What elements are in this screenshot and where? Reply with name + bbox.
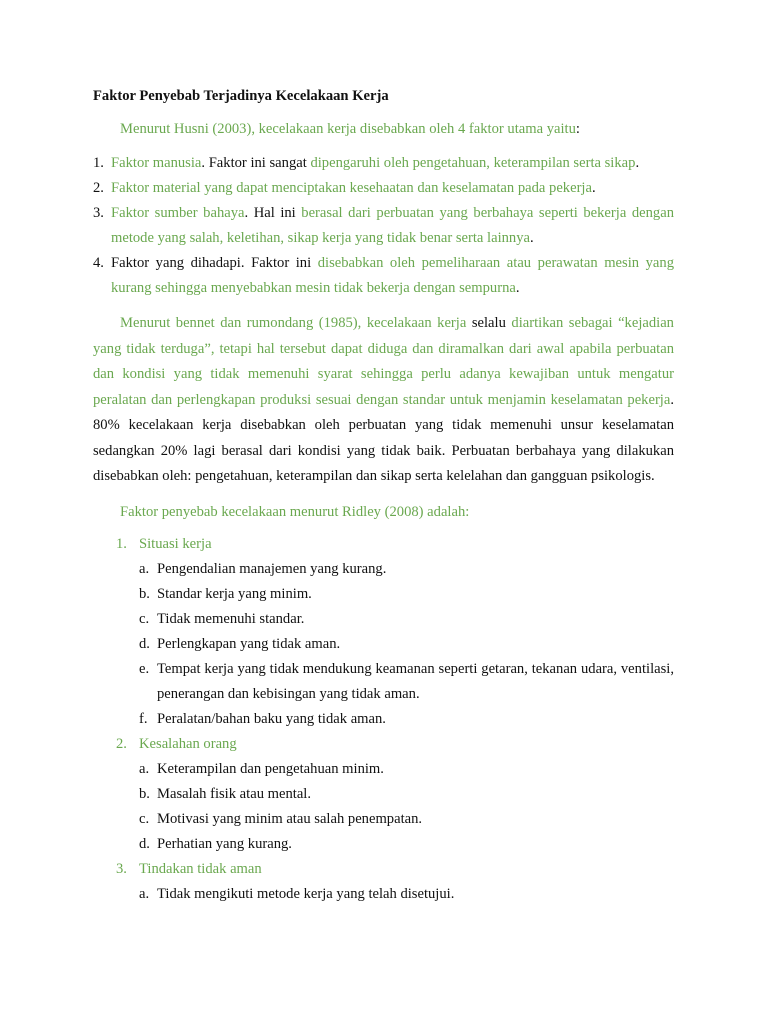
factor-text: . Faktor ini sangat <box>201 155 311 171</box>
factor-text-highlight: Faktor material yang dapat menciptakan kesehaatan dan keselamatan pada pekerja <box>111 180 592 196</box>
factor-number: 2. <box>93 180 104 196</box>
sub-item-letter: d. <box>139 635 150 652</box>
sub-item-letter: f. <box>139 710 148 727</box>
cause-sub-list <box>116 882 674 907</box>
sub-item-text: Peralatan/bahan baku yang tidak aman. <box>157 710 386 727</box>
factor-text: Faktor yang dihadapi. Faktor ini <box>111 255 318 271</box>
cause-sub-item <box>139 832 674 857</box>
paragraph-text: . 80% kecelakaan kerja disebabkan oleh perbuatan yang tidak memenuhi unsur keselamatan sedangkan 20% lagi berasal dari kondisi yang tidak baik. Perbuatan berbahaya yang dilakukan disebabkan oleh: pengetahuan, keterampilan dan sikap serta kelelahan dan gangguan psikologis. <box>93 391 674 484</box>
ridley-intro: Faktor penyebab kecelakaan menurut Ridley (2008) adalah: <box>120 503 470 520</box>
bennet-paragraph <box>93 311 674 490</box>
factor-number: 4. <box>93 255 104 271</box>
factor-text-highlight: Faktor sumber bahaya <box>111 205 245 221</box>
sub-item-letter: a. <box>139 760 150 777</box>
cause-sub-list <box>116 757 674 857</box>
sub-item-text: Keterampilan dan pengetahuan minim. <box>157 760 384 777</box>
cause-category <box>116 532 674 732</box>
cause-sub-list <box>116 557 674 732</box>
cause-sub-item <box>139 632 674 657</box>
factor-text-highlight: dipengaruhi oleh pengetahuan, keterampilan serta sikap <box>310 155 636 171</box>
husni-intro-text: Menurut Husni (2003), kecelakaan kerja disebabkan oleh 4 faktor utama yaitu <box>120 121 576 137</box>
cause-heading <box>116 732 674 757</box>
cause-number: 3. <box>116 860 127 877</box>
cause-sub-item <box>139 882 674 907</box>
factor-text: . <box>635 155 640 171</box>
cause-sub-item <box>139 782 674 807</box>
factor-number: 1. <box>93 155 104 171</box>
sub-item-text: Tidak mengikuti metode kerja yang telah disetujui. <box>157 885 455 902</box>
cause-sub-item <box>139 582 674 607</box>
factor-text-highlight: Faktor manusia <box>111 155 202 171</box>
cause-category <box>116 732 674 857</box>
factor-item <box>93 176 674 201</box>
paragraph-text-highlight: Menurut bennet dan rumondang (1985), kecelakaan kerja <box>120 315 472 331</box>
cause-sub-item <box>139 557 674 582</box>
factor-text: . <box>530 230 534 246</box>
cause-heading <box>116 532 674 557</box>
sub-item-letter: a. <box>139 560 150 577</box>
sub-item-text: Pengendalian manajemen yang kurang. <box>157 560 387 577</box>
cause-sub-item <box>139 757 674 782</box>
cause-label: Situasi kerja <box>139 535 212 552</box>
sub-item-text: Masalah fisik atau mental. <box>157 785 311 802</box>
factor-text: . <box>591 180 596 196</box>
sub-item-letter: e. <box>139 660 150 677</box>
sub-item-text: Perlengkapan yang tidak aman. <box>157 635 341 652</box>
cause-number: 1. <box>116 535 127 552</box>
cause-category <box>116 857 674 907</box>
paragraph-text: selalu <box>471 315 512 331</box>
cause-number: 2. <box>116 735 127 752</box>
cause-heading <box>116 857 674 882</box>
factor-number: 3. <box>93 205 104 221</box>
sub-item-text: Standar kerja yang minim. <box>157 585 312 602</box>
sub-item-letter: a. <box>139 885 150 902</box>
factor-item <box>93 151 674 176</box>
cause-sub-item <box>139 607 674 632</box>
sub-item-letter: b. <box>139 585 150 602</box>
factor-text-highlight: disebabkan oleh pemeliharaan atau perawatan mesin yang kurang sehingga menyebabkan mesin tidak bekerja dengan sempurna <box>111 255 674 296</box>
sub-item-text: Tidak memenuhi standar. <box>157 610 305 627</box>
husni-factors-list <box>93 151 674 301</box>
sub-item-letter: c. <box>139 810 150 827</box>
factor-item <box>93 251 674 301</box>
factor-item <box>93 201 674 251</box>
factor-text-highlight: berasal dari perbuatan yang berbahaya seperti bekerja dengan metode yang salah, keletihan, sikap kerja yang tidak benar serta lainnya <box>111 205 674 246</box>
cause-sub-item <box>139 707 674 732</box>
document-title: Faktor Penyebab Terjadinya Kecelakaan Kerja <box>93 88 389 104</box>
cause-sub-item <box>139 807 674 832</box>
husni-intro-colon: : <box>575 121 580 137</box>
husni-intro <box>93 117 674 141</box>
sub-item-text: Perhatian yang kurang. <box>157 835 292 852</box>
sub-item-text: Tempat kerja yang tidak mendukung keamanan seperti getaran, tekanan udara, ventilasi, penerangan dan kebisingan yang tidak aman. <box>157 660 674 702</box>
cause-label: Kesalahan orang <box>139 735 237 752</box>
document-page <box>93 84 674 907</box>
cause-label: Tindakan tidak aman <box>139 860 262 877</box>
ridley-causes-list <box>93 532 674 907</box>
sub-item-letter: d. <box>139 835 150 852</box>
cause-sub-item <box>139 657 674 707</box>
sub-item-letter: c. <box>139 610 150 627</box>
sub-item-text: Motivasi yang minim atau salah penempatan. <box>157 810 423 827</box>
paragraph-text-highlight: diartikan sebagai “kejadian yang tidak terduga”, tetapi hal tersebut dapat diduga dan diramalkan dari awal apabila perbuatan dan kondisi yang tidak memenuhi syarat sehingga perlu adanya kewajiban untuk mengatur peralatan dan perlengkapan produksi sesuai dengan standar untuk menjamin keselamatan pekerja <box>93 315 674 408</box>
factor-text: . <box>515 280 520 296</box>
sub-item-letter: b. <box>139 785 150 802</box>
factor-text: . Hal ini <box>244 205 302 221</box>
